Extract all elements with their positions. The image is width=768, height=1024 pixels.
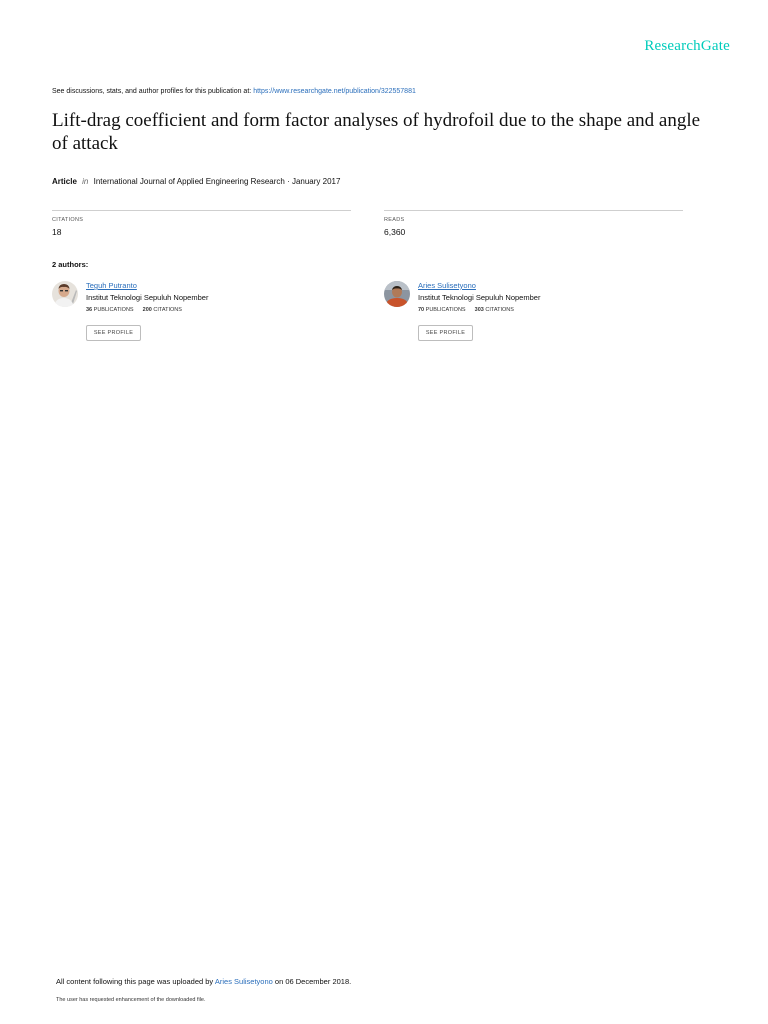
reads-stat bbox=[384, 210, 683, 237]
reads-label: READS bbox=[384, 217, 405, 223]
author-citations-count: 200 bbox=[142, 307, 152, 313]
author-institution: Institut Teknologi Sepuluh Nopember bbox=[418, 293, 541, 302]
discussion-line bbox=[52, 88, 416, 95]
reads-value: 6,360 bbox=[384, 227, 406, 237]
author-stats bbox=[86, 307, 208, 313]
enhancement-note: The user has requested enhancement of the downloaded file. bbox=[56, 997, 206, 1003]
authors-heading: 2 authors: bbox=[52, 260, 89, 269]
citations-label: CITATIONS bbox=[52, 217, 84, 223]
journal-date: International Journal of Applied Engineering Research · January 2017 bbox=[93, 177, 341, 186]
publications-count: 36 bbox=[86, 307, 93, 313]
upload-prefix: All content following this page was uploaded by bbox=[56, 977, 214, 986]
researchgate-logo[interactable]: ResearchGate bbox=[644, 38, 730, 54]
author-citations-label: CITATIONS bbox=[485, 307, 514, 313]
uploader-link[interactable]: Aries Sulisetyono bbox=[214, 977, 273, 986]
author-institution: Institut Teknologi Sepuluh Nopember bbox=[86, 293, 209, 302]
author-info bbox=[418, 281, 540, 313]
see-profile-button[interactable]: SEE PROFILE bbox=[418, 325, 473, 341]
publication-title: Lift-drag coefficient and form factor analyses of hydrofoil due to the shape and angle of attack bbox=[52, 110, 701, 154]
avatar[interactable] bbox=[52, 281, 78, 307]
publications-label: PUBLICATIONS bbox=[425, 307, 466, 313]
author-citations-count: 303 bbox=[474, 307, 484, 313]
author-card bbox=[52, 281, 352, 345]
author-info bbox=[86, 281, 208, 313]
discussion-prefix: See discussions, stats, and author profiles for this publication at: bbox=[52, 88, 252, 95]
see-profile-button[interactable]: SEE PROFILE bbox=[86, 325, 141, 341]
avatar-photo-icon bbox=[384, 281, 410, 307]
author-stats bbox=[418, 307, 540, 313]
author-name-link[interactable]: Aries Sulisetyono bbox=[418, 281, 476, 290]
article-type: Article bbox=[52, 177, 77, 186]
author-citations-label: CITATIONS bbox=[153, 307, 182, 313]
publication-link[interactable]: https://www.researchgate.net/publication/322557881 bbox=[253, 88, 416, 95]
author-name-link[interactable]: Teguh Putranto bbox=[86, 281, 137, 290]
article-in: in bbox=[82, 177, 89, 186]
author-card bbox=[384, 281, 684, 345]
citations-stat bbox=[52, 210, 351, 237]
publications-label: PUBLICATIONS bbox=[93, 307, 134, 313]
upload-notice bbox=[56, 977, 351, 986]
citations-value: 18 bbox=[52, 227, 62, 237]
avatar[interactable] bbox=[384, 281, 410, 307]
article-meta bbox=[52, 177, 340, 186]
publications-count: 70 bbox=[418, 307, 425, 313]
upload-suffix: on 06 December 2018. bbox=[274, 977, 352, 986]
avatar-photo-icon bbox=[52, 281, 78, 307]
